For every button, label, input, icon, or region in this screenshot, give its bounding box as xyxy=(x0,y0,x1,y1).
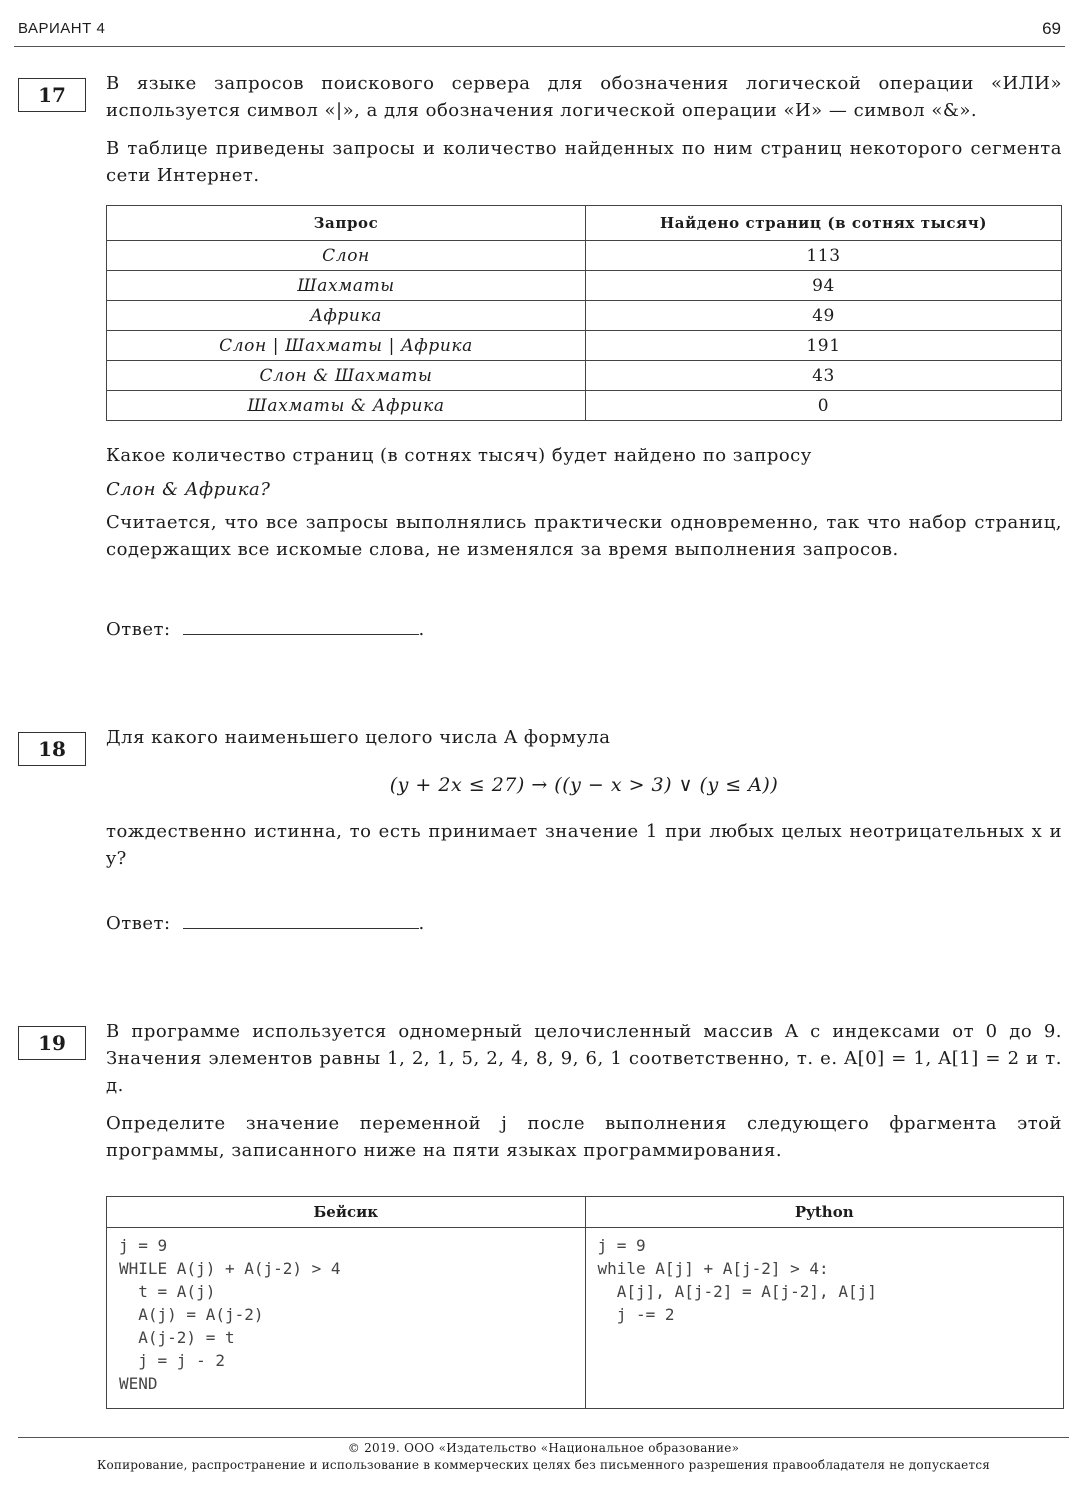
query-cell: Шахматы xyxy=(107,271,586,301)
count-cell: 43 xyxy=(586,361,1062,391)
query-table-header xyxy=(107,206,1062,241)
query-cell: Шахматы & Африка xyxy=(107,391,586,421)
query-cell: Слон xyxy=(107,241,586,271)
q17-note: Считается, что все запросы выполнялись практически одновременно, так что набор страниц, содержащих все искомые слова, не изменялся за время выполнения запросов. xyxy=(106,512,1062,560)
q18-formula: (y + 2x ≤ 27) → ((y − x > 3) ∨ (y ≤ A)) xyxy=(389,774,779,796)
q19-task: Определите значение переменной j после выполнения следующего фрагмента этой программы, записанного ниже на пяти языках программирования. xyxy=(106,1113,1062,1161)
q18-question: Для какого наименьшего целого числа A формула xyxy=(106,727,611,748)
header-pages-found: Найдено страниц (в сотнях тысяч) xyxy=(586,206,1062,241)
basic-code: j = 9 WHILE A(j) + A(j-2) > 4 t = A(j) A(j) = A(j-2) A(j-2) = t j = j - 2 WEND xyxy=(119,1236,341,1393)
query-table xyxy=(106,205,1062,421)
table-row xyxy=(107,331,1062,361)
q19-code-table-wrap xyxy=(106,1196,1062,1409)
q17-question: Какое количество страниц (в сотнях тысяч) будет найдено по запросу xyxy=(106,445,812,466)
count-cell: 94 xyxy=(586,271,1062,301)
q17-query-table-wrap xyxy=(106,205,1062,421)
variant-label: ВАРИАНТ 4 xyxy=(18,20,106,37)
query-cell: Африка xyxy=(107,301,586,331)
table-row xyxy=(107,391,1062,421)
question-17-number: 17 xyxy=(18,78,86,112)
count-cell: 191 xyxy=(586,331,1062,361)
q18-answer: Ответ: . xyxy=(106,910,1062,934)
q17-question-block xyxy=(106,442,1062,563)
python-code: j = 9 while A[j] + A[j-2] > 4: A[j], A[j-2] = A[j-2], A[j] j -= 2 xyxy=(597,1236,877,1324)
question-18 xyxy=(106,724,1062,872)
count-cell: 49 xyxy=(586,301,1062,331)
basic-code-cell xyxy=(107,1228,586,1409)
answer-label: Ответ: xyxy=(106,619,171,640)
header-query: Запрос xyxy=(107,206,586,241)
header-divider xyxy=(14,46,1065,47)
query-cell: Слон & Шахматы xyxy=(107,361,586,391)
q17-intro: В языке запросов поискового сервера для обозначения логической операции «ИЛИ» используется символ «|», а для обозначения логической операции «И» — символ «&». xyxy=(106,73,1062,121)
table-row xyxy=(107,241,1062,271)
query-cell: Слон | Шахматы | Африка xyxy=(107,331,586,361)
answer-label: Ответ: xyxy=(106,913,171,934)
count-cell: 0 xyxy=(586,391,1062,421)
python-header: Python xyxy=(585,1197,1064,1228)
page-number: 69 xyxy=(1042,19,1061,38)
table-row xyxy=(107,301,1062,331)
footer-divider xyxy=(18,1437,1069,1438)
count-cell: 113 xyxy=(586,241,1062,271)
question-18-number: 18 xyxy=(18,732,86,766)
question-17 xyxy=(106,70,1062,189)
question-19 xyxy=(106,1018,1062,1164)
python-code-cell xyxy=(585,1228,1064,1409)
q17-target-query: Слон & Африка? xyxy=(106,479,271,500)
table-row xyxy=(107,361,1062,391)
basic-header: Бейсик xyxy=(107,1197,586,1228)
footer-copyright: © 2019. ООО «Издательство «Национальное образование» xyxy=(347,1441,740,1455)
q18-tail: тождественно истинна, то есть принимает значение 1 при любых целых неотрицательных x и y? xyxy=(106,821,1062,869)
footer-notice: Копирование, распространение и использование в коммерческих целях без письменного разрешения правообладателя не допускается xyxy=(96,1458,991,1472)
q17-answer: Ответ: . xyxy=(106,616,1062,640)
q19-intro: В программе используется одномерный целочисленный массив A с индексами от 0 до 9. Значения элементов равны 1, 2, 1, 5, 2, 4, 8, 9, 6, 1 соответственно, т. е. A[0] = 1, A[1] = 2 и т. д. xyxy=(106,1021,1062,1096)
answer-input-line[interactable] xyxy=(183,910,419,929)
code-table xyxy=(106,1196,1064,1409)
question-19-number: 19 xyxy=(18,1026,86,1060)
q17-table-intro: В таблице приведены запросы и количество найденных по ним страниц некоторого сегмента сети Интернет. xyxy=(106,138,1062,186)
table-row xyxy=(107,271,1062,301)
answer-input-line[interactable] xyxy=(183,616,419,635)
